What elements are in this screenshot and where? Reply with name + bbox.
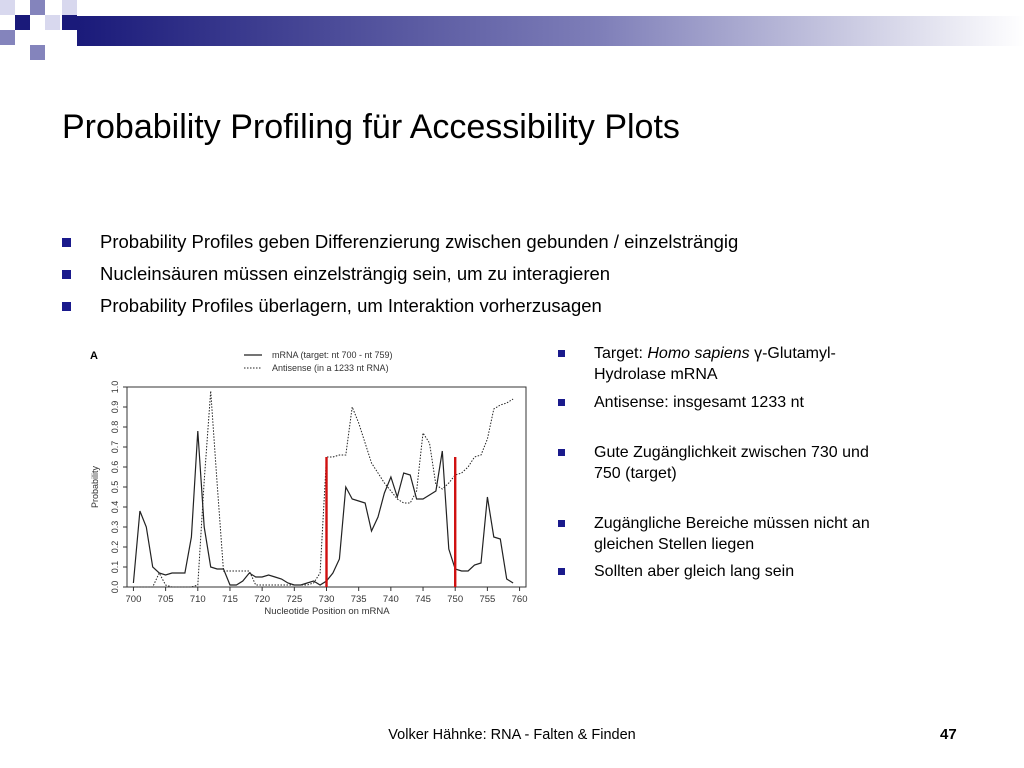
y-tick-label: 0.9 bbox=[110, 400, 120, 414]
bullet-square-icon bbox=[62, 302, 71, 311]
y-tick-label: 0.7 bbox=[110, 440, 120, 454]
y-tick-label: 0.3 bbox=[110, 520, 120, 534]
y-tick-label: 0.0 bbox=[110, 580, 120, 594]
x-tick-label: 750 bbox=[447, 594, 464, 605]
side-item-target bbox=[556, 343, 876, 385]
bullet-item bbox=[62, 260, 738, 292]
side-item-regions bbox=[556, 513, 876, 555]
bullet-item bbox=[62, 292, 738, 324]
bullet-square-icon bbox=[558, 449, 565, 456]
x-tick-label: 720 bbox=[254, 594, 271, 605]
x-tick-label: 745 bbox=[415, 594, 431, 605]
bullet-text: Nucleinsäuren müssen einzelsträngig sein, um zu interagieren bbox=[100, 263, 611, 284]
bullet-item bbox=[62, 228, 738, 260]
side-item-text: Sollten aber gleich lang sein bbox=[594, 563, 795, 580]
side-item-antisense bbox=[556, 392, 876, 413]
species-name: Homo sapiens bbox=[647, 345, 750, 362]
side-item-accessibility bbox=[556, 442, 876, 484]
bullet-square-icon bbox=[558, 399, 565, 406]
bullet-text: Probability Profiles überlagern, um Interaktion vorherzusagen bbox=[100, 295, 602, 316]
side-item-text: Target: bbox=[594, 345, 648, 362]
y-tick-label: 0.5 bbox=[110, 480, 120, 494]
x-tick-label: 760 bbox=[511, 594, 528, 605]
slide-title: Probability Profiling für Accessibility Plots bbox=[62, 108, 680, 146]
bullet-text: Probability Profiles geben Differenzierung zwischen gebunden / einzelsträngig bbox=[100, 231, 739, 252]
main-bullet-list bbox=[62, 228, 738, 324]
y-axis-label: Probability bbox=[90, 465, 100, 509]
x-tick-label: 710 bbox=[189, 594, 206, 605]
x-tick-label: 755 bbox=[479, 594, 496, 605]
side-item-text: Zugängliche Bereiche müssen nicht an gleichen Stellen liegen bbox=[594, 515, 870, 553]
side-item-text: Antisense: insgesamt 1233 nt bbox=[594, 394, 804, 411]
panel-label: A bbox=[90, 350, 98, 362]
page-number: 47 bbox=[940, 726, 957, 743]
bullet-square-icon bbox=[558, 350, 565, 357]
side-item-text: γ-Glutamyl-Hydrolase mRNA bbox=[594, 345, 836, 383]
side-bullet-list bbox=[556, 343, 876, 582]
bullet-square-icon bbox=[558, 520, 565, 527]
x-tick-label: 725 bbox=[286, 594, 303, 605]
x-tick-label: 730 bbox=[318, 594, 335, 605]
bullet-square-icon bbox=[62, 238, 71, 247]
y-axis bbox=[110, 381, 127, 594]
y-tick-label: 0.8 bbox=[110, 420, 120, 434]
x-tick-label: 715 bbox=[222, 594, 238, 605]
bullet-square-icon bbox=[558, 568, 565, 575]
x-tick-label: 735 bbox=[350, 594, 367, 605]
x-tick-label: 705 bbox=[157, 594, 174, 605]
x-axis bbox=[126, 587, 528, 605]
footer-text: Volker Hähnke: RNA - Falten & Finden bbox=[388, 727, 636, 743]
y-tick-label: 0.6 bbox=[110, 460, 120, 474]
x-tick-label: 740 bbox=[382, 594, 399, 605]
side-item-length bbox=[556, 561, 876, 582]
x-tick-label: 700 bbox=[125, 594, 142, 605]
legend-label-antisense: Antisense (in a 1233 nt RNA) bbox=[272, 363, 389, 373]
accessibility-plot bbox=[80, 340, 540, 620]
y-tick-label: 0.2 bbox=[110, 540, 120, 554]
bullet-square-icon bbox=[62, 270, 71, 279]
y-tick-label: 0.4 bbox=[110, 500, 120, 514]
y-tick-label: 1.0 bbox=[110, 380, 120, 394]
y-tick-label: 0.1 bbox=[110, 560, 120, 574]
header-decoration bbox=[0, 0, 1024, 64]
legend-label-mrna: mRNA (target: nt 700 - nt 759) bbox=[272, 350, 393, 360]
x-axis-label: Nucleotide Position on mRNA bbox=[264, 606, 390, 617]
side-item-text: Gute Zugänglichkeit zwischen 730 und 750 (target) bbox=[594, 444, 869, 482]
